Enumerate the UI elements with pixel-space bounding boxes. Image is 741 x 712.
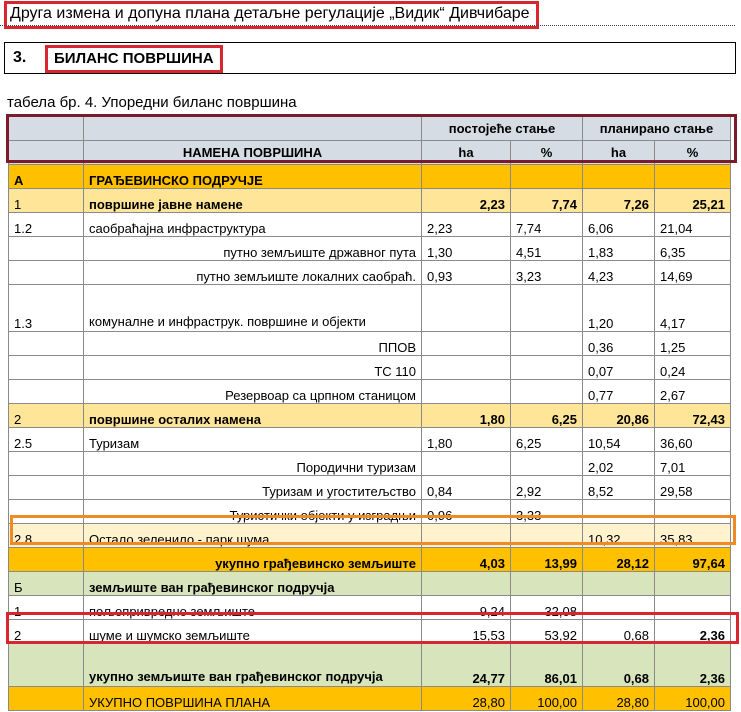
table-row [9,428,731,452]
existing-pct: 6,25 [511,404,583,428]
row-purpose: Резервоар са црпном станицом [84,380,422,404]
header-empty-cell [84,117,422,141]
section-heading [4,42,736,74]
row-purpose: укупно грађевинско земљиште [84,548,422,572]
planned-pct: 29,58 [655,476,731,500]
row-code: 1.2 [9,213,84,237]
existing-ha [422,165,511,189]
row-code [9,237,84,261]
planned-ha: 28,12 [583,548,655,572]
table-row [9,213,731,237]
row-code [9,380,84,404]
planned-pct [655,165,731,189]
row-purpose: ГРАЂЕВИНСКО ПОДРУЧЈЕ [84,165,422,189]
existing-ha: 0,93 [422,261,511,285]
existing-pct [511,452,583,476]
existing-pct [511,356,583,380]
existing-ha: 2,23 [422,213,511,237]
planned-pct: 36,60 [655,428,731,452]
existing-ha: 1,80 [422,428,511,452]
existing-pct [511,380,583,404]
header-planned-state: планирано стање [583,117,731,141]
existing-ha [422,380,511,404]
planned-pct: 97,64 [655,548,731,572]
table-row [9,380,731,404]
table-row [9,500,731,524]
planned-ha: 1,83 [583,237,655,261]
row-purpose: ППОВ [84,332,422,356]
row-purpose: површине осталих намена [84,404,422,428]
header-purpose: НАМЕНА ПОВРШИНА [84,141,422,165]
planned-ha: 6,06 [583,213,655,237]
planned-ha: 7,26 [583,189,655,213]
row-purpose: Туризам и угоститељство [84,476,422,500]
existing-ha: 0,84 [422,476,511,500]
existing-ha [422,572,511,596]
table-row [9,644,731,687]
planned-ha [583,165,655,189]
row-code: 1.3 [9,285,84,332]
planned-pct: 0,24 [655,356,731,380]
row-code: 2 [9,404,84,428]
table-row [9,452,731,476]
planned-pct [655,572,731,596]
planned-ha: 8,52 [583,476,655,500]
planned-ha: 0,36 [583,332,655,356]
planned-ha [583,596,655,620]
existing-ha: 0,96 [422,500,511,524]
row-purpose: Туризам [84,428,422,452]
existing-pct: 4,51 [511,237,583,261]
existing-pct: 3,23 [511,261,583,285]
existing-ha: 4,03 [422,548,511,572]
planned-pct [655,500,731,524]
row-purpose: Туристички објекти у изградњи [84,500,422,524]
table-row [9,356,731,380]
row-purpose: Породични туризам [84,452,422,476]
row-purpose: путно земљиште државног пута [84,237,422,261]
header-empty-cell [9,141,84,165]
existing-pct: 3,33 [511,500,583,524]
planned-pct: 14,69 [655,261,731,285]
planned-pct: 35,83 [655,524,731,548]
planned-pct: 7,01 [655,452,731,476]
planned-pct: 2,36 [655,620,731,644]
table-body [9,165,731,711]
existing-ha [422,356,511,380]
row-code [9,548,84,572]
row-purpose: укупно земљиште ван грађевинског подручја [84,644,422,687]
row-code: 2.5 [9,428,84,452]
planned-ha: 10,54 [583,428,655,452]
existing-pct [511,332,583,356]
row-purpose: УКУПНО ПОВРШИНА ПЛАНА [84,687,422,711]
header-empty-cell [9,117,84,141]
existing-pct: 7,74 [511,189,583,213]
planned-ha: 20,86 [583,404,655,428]
existing-pct: 13,99 [511,548,583,572]
planned-ha: 0,68 [583,644,655,687]
existing-ha [422,332,511,356]
planned-ha: 2,02 [583,452,655,476]
header-existing-ha: ha [422,141,511,165]
row-code [9,476,84,500]
row-code: А [9,165,84,189]
existing-ha: 9,24 [422,596,511,620]
planned-ha: 1,20 [583,285,655,332]
table-row [9,332,731,356]
row-code [9,356,84,380]
row-purpose: Остало зеленило - парк шума [84,524,422,548]
row-code: 1 [9,596,84,620]
existing-ha [422,452,511,476]
row-code: 2.8 [9,524,84,548]
row-purpose: земљиште ван грађевинског подручја [84,572,422,596]
planned-pct: 1,25 [655,332,731,356]
row-code: 2 [9,620,84,644]
table-row [9,237,731,261]
header-existing-pct: % [511,141,583,165]
row-purpose: путно земљиште локалних саобраћ. [84,261,422,285]
table-row [9,404,731,428]
section-number: 3. [13,49,27,66]
row-code [9,452,84,476]
row-code [9,500,84,524]
planned-ha: 0,77 [583,380,655,404]
existing-pct [511,572,583,596]
planned-ha: 10,32 [583,524,655,548]
existing-pct [511,165,583,189]
row-code [9,644,84,687]
row-code [9,261,84,285]
existing-ha: 2,23 [422,189,511,213]
table-row [9,165,731,189]
document-title: Друга измена и допуна плана детаљне регулације „Видик“ Дивчибаре [4,1,539,29]
planned-pct: 2,67 [655,380,731,404]
existing-ha: 28,80 [422,687,511,711]
planned-ha: 0,07 [583,356,655,380]
existing-pct: 100,00 [511,687,583,711]
existing-ha: 1,80 [422,404,511,428]
section-title: БИЛАНС ПОВРШИНА [45,45,223,73]
planned-ha [583,500,655,524]
planned-pct: 25,21 [655,189,731,213]
existing-pct: 86,01 [511,644,583,687]
row-code: 1 [9,189,84,213]
existing-pct: 6,25 [511,428,583,452]
planned-ha: 28,80 [583,687,655,711]
header-existing-state: постојеће стање [422,117,583,141]
existing-pct: 32,08 [511,596,583,620]
row-code [9,332,84,356]
row-purpose: комуналне и инфраструк. површине и објекти [84,285,422,332]
planned-ha: 4,23 [583,261,655,285]
table-row [9,572,731,596]
planned-pct [655,596,731,620]
header-planned-ha: ha [583,141,655,165]
planned-pct: 21,04 [655,213,731,237]
existing-ha [422,524,511,548]
table-row [9,687,731,711]
row-purpose: површине јавне намене [84,189,422,213]
planned-pct: 6,35 [655,237,731,261]
planned-ha: 0,68 [583,620,655,644]
table-header-row-1 [9,117,731,141]
header-dotted-rule [0,25,735,26]
area-balance-table [8,116,731,711]
existing-pct [511,285,583,332]
table-row [9,548,731,572]
planned-ha [583,572,655,596]
existing-ha: 24,77 [422,644,511,687]
table-row [9,261,731,285]
table-caption: табела бр. 4. Упоредни биланс површина [7,94,297,111]
header-planned-pct: % [655,141,731,165]
existing-ha: 15,53 [422,620,511,644]
row-code [9,687,84,711]
planned-pct: 72,43 [655,404,731,428]
existing-ha [422,285,511,332]
row-purpose: шуме и шумско земљиште [84,620,422,644]
row-purpose: пољопривредно земљиште [84,596,422,620]
table-row [9,596,731,620]
existing-pct: 53,92 [511,620,583,644]
table-row [9,524,731,548]
table-row [9,476,731,500]
table-header-row-2 [9,141,731,165]
table-row [9,285,731,332]
existing-pct: 7,74 [511,213,583,237]
existing-pct [511,524,583,548]
existing-pct: 2,92 [511,476,583,500]
document-header [0,0,741,26]
planned-pct: 4,17 [655,285,731,332]
table-row [9,620,731,644]
planned-pct: 2,36 [655,644,731,687]
planned-pct: 100,00 [655,687,731,711]
row-code: Б [9,572,84,596]
row-purpose: саобраћајна инфраструктура [84,213,422,237]
row-purpose: ТС 110 [84,356,422,380]
table-row [9,189,731,213]
existing-ha: 1,30 [422,237,511,261]
